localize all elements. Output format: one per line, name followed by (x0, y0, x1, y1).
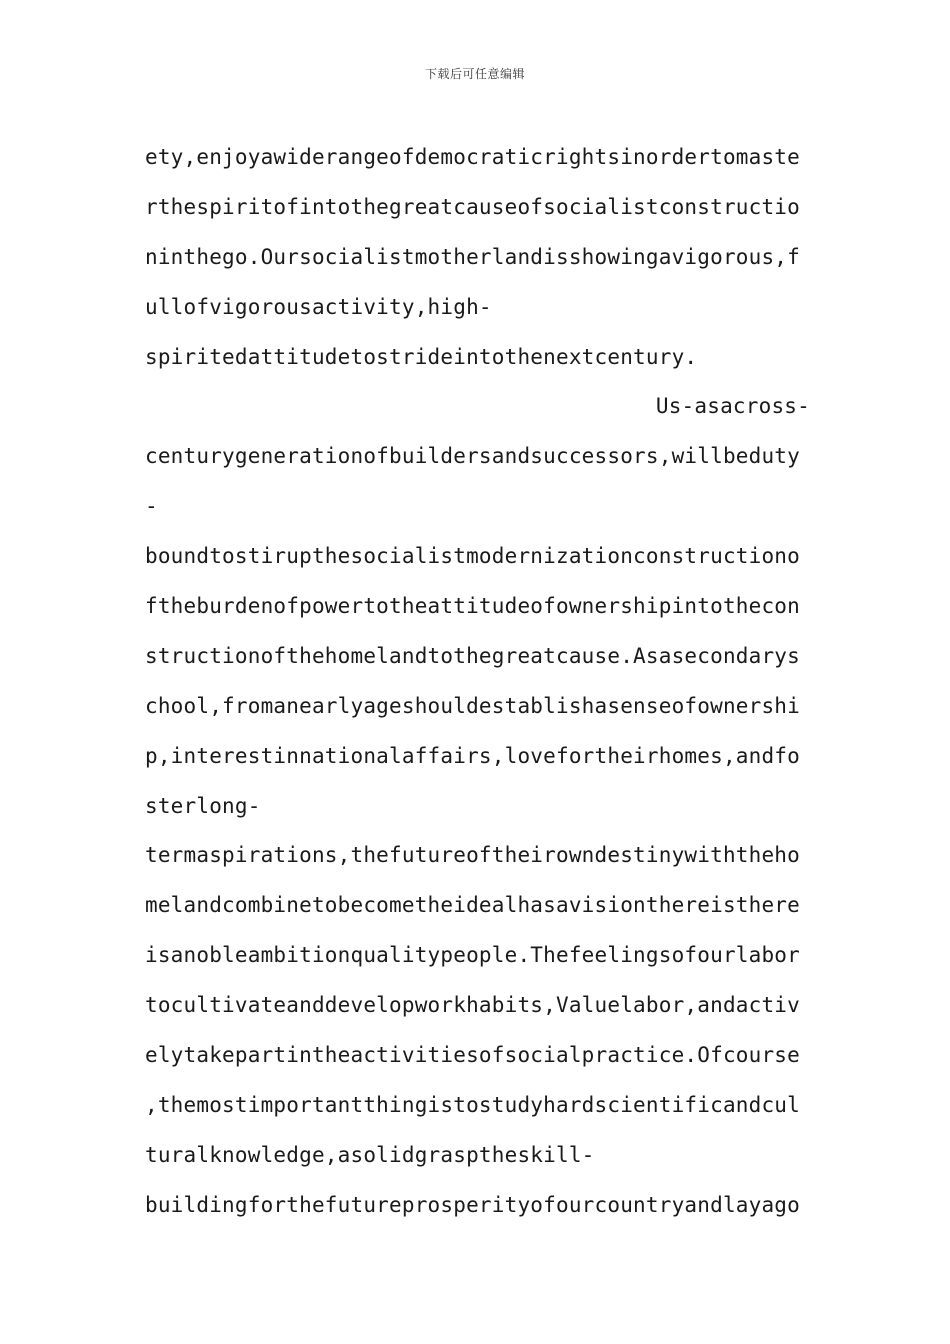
text-line: - (145, 494, 158, 519)
text-line: tocultivateanddevelopworkhabits,Valuelabor,andactiv (145, 993, 800, 1018)
text-line: chool,fromanearlyageshouldestablishasenseofownershi (145, 693, 800, 718)
text-line: boundtostirupthesocialistmodernizationconstructiono (145, 544, 800, 569)
text-line: buildingforthefutureprosperityofourcountryandlayago (145, 1192, 800, 1217)
text-line: rthespiritofintothegreatcauseofsocialistconstructio (145, 194, 800, 219)
text-line: ullofvigorousactivity,high- (145, 294, 492, 319)
text-line: spiritedattitudetostrideintothenextcentury. (145, 344, 698, 369)
text-line-right-aligned: Us-asacross- (655, 394, 810, 419)
text-line: ninthego.Oursocialistmotherlandisshowingavigorous,f (145, 244, 800, 269)
text-line: elytakepartintheactivitiesofsocialpractice.Ofcourse (145, 1043, 800, 1068)
text-line: structionofthehomelandtothegreatcause.Asasecondarys (145, 643, 800, 668)
page-header: 下载后可任意编辑 (424, 67, 525, 81)
text-line: ftheburdenofpowertotheattitudeofownershipintothecon (145, 594, 800, 619)
text-line: ,themostimportantthingistostudyhardscientificandcul (145, 1092, 800, 1117)
body-text (145, 133, 810, 1231)
text-line: melandcombinetobecometheidealhasavisionthereisthere (145, 893, 800, 918)
text-line: sterlong- (145, 793, 261, 818)
text-line: centurygenerationofbuildersandsuccessors,willbeduty (145, 444, 800, 469)
text-line: turalknowledge,asolidgrasptheskill- (145, 1142, 595, 1167)
text-line: ety,enjoyawiderangeofdemocraticrightsinordertomaste (145, 145, 800, 169)
text-line: termaspirations,thefutureoftheirowndestinywiththeho (145, 843, 800, 868)
text-line: isanobleambitionqualitypeople.Thefeelingsofourlabor (145, 943, 800, 968)
text-line: p,interestinnationalaffairs,lovefortheirhomes,andfo (145, 743, 800, 768)
